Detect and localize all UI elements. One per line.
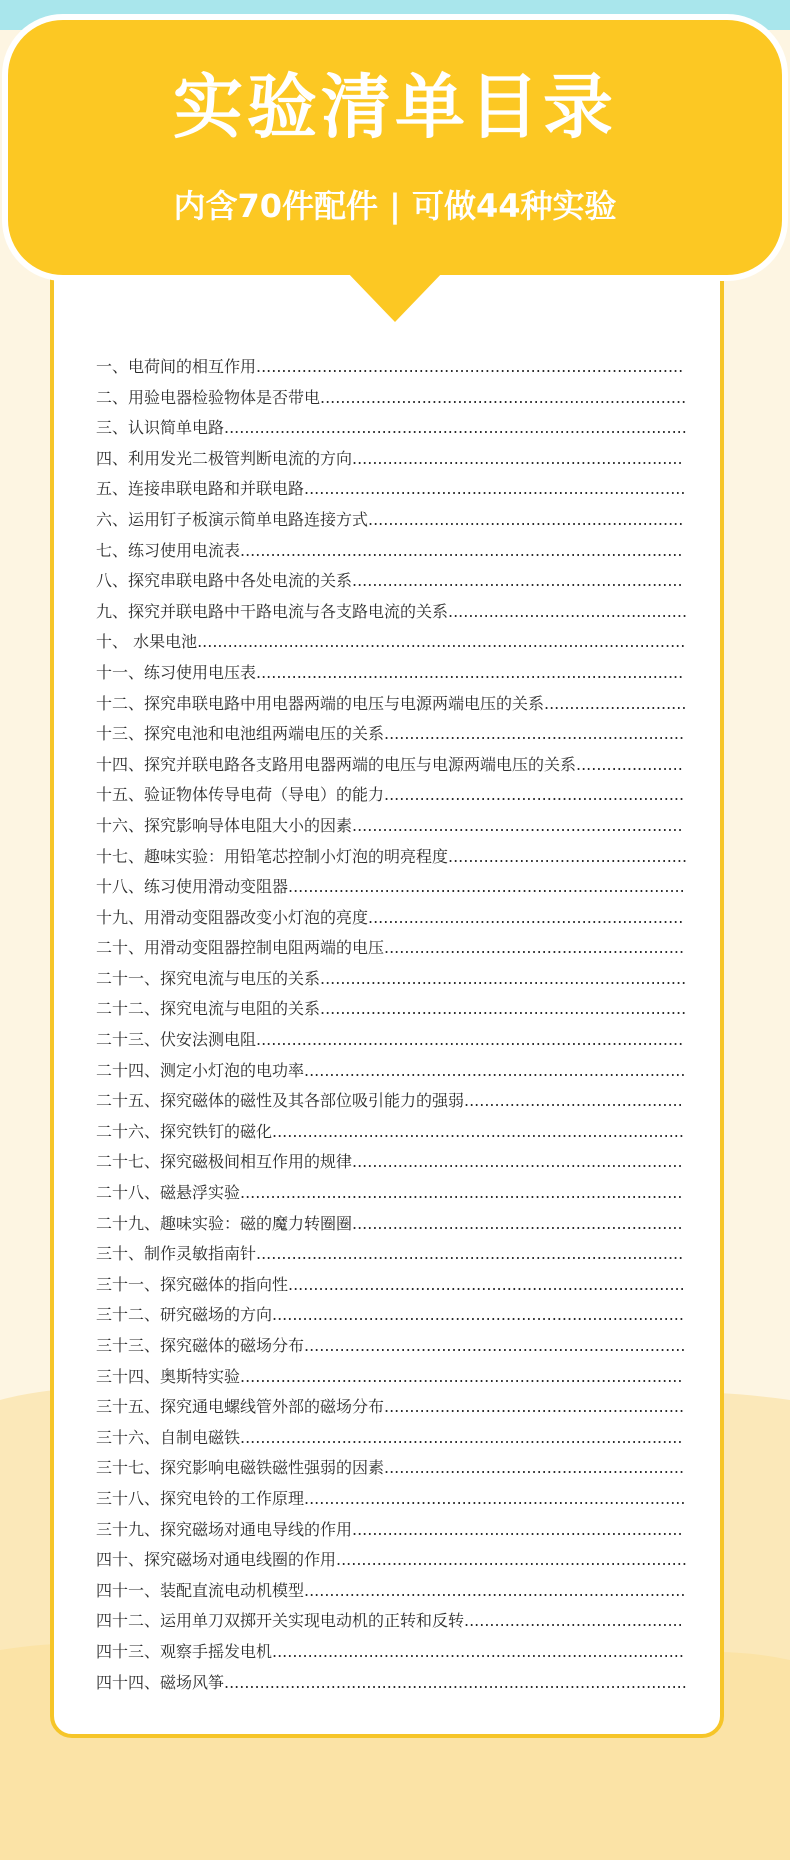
experiment-list-item: 十四、探究并联电路各支路用电器两端的电压与电源两端电压的关系.....................	[96, 754, 683, 774]
experiment-list-item: 二十九、趣味实验：磁的魔力转圈圈.................................................................	[96, 1213, 683, 1233]
experiment-list-item: 四十、探究磁场对通电线圈的作用.....................................................................	[96, 1550, 687, 1570]
experiment-list-item: 十五、验证物体传导电荷（导电）的能力...........................................................	[96, 785, 685, 805]
experiment-list-item: 三、认识简单电路...........................................................................................	[96, 418, 687, 438]
experiment-list-item: 七、练习使用电流表.......................................................................................	[96, 540, 683, 560]
experiment-list-item: 二十、用滑动变阻器控制电阻两端的电压...........................................................	[96, 938, 685, 958]
experiment-list-item: 九、探究并联电路中干路电流与各支路电流的关系...............................................	[96, 601, 688, 621]
experiment-list-item: 四十四、磁场风筝...........................................................................................	[96, 1672, 687, 1692]
experiment-list-item: 二十四、测定小灯泡的电功率...........................................................................	[96, 1060, 686, 1080]
experiment-list-item: 四、利用发光二极管判断电流的方向.................................................................	[96, 448, 683, 468]
page-title: 实验清单目录	[173, 66, 617, 148]
experiment-list-item: 三十二、研究磁场的方向.................................................................................	[96, 1305, 684, 1325]
experiment-list-item: 三十一、探究磁体的指向性..............................................................................	[96, 1274, 685, 1294]
experiment-list-item: 六、运用钉子板演示简单电路连接方式..............................................................	[96, 509, 684, 529]
experiment-list-item: 十、 水果电池................................................................................................	[96, 632, 686, 652]
experiment-list-item: 十九、用滑动变阻器改变小灯泡的亮度..............................................................	[96, 907, 684, 927]
page-subtitle: 内含70件配件 | 可做44种实验	[173, 187, 617, 225]
banner-pointer-arrow	[345, 270, 445, 322]
experiment-list	[96, 352, 690, 1698]
experiment-list-item: 八、探究串联电路中各处电流的关系.................................................................	[96, 571, 683, 591]
experiment-list-item: 二十八、磁悬浮实验.......................................................................................	[96, 1183, 683, 1203]
experiment-list-item: 二十五、探究磁体的磁性及其各部位吸引能力的强弱...........................................	[96, 1091, 683, 1111]
experiment-list-item: 三十五、探究通电螺线管外部的磁场分布...........................................................	[96, 1397, 685, 1417]
experiment-list-item: 四十一、装配直流电动机模型...........................................................................	[96, 1580, 686, 1600]
experiment-list-item: 二十一、探究电流与电压的关系........................................................................	[96, 968, 687, 988]
experiment-list-item: 三十七、探究影响电磁铁磁性强弱的因素...........................................................	[96, 1458, 685, 1478]
header-banner	[8, 20, 782, 275]
experiment-list-item: 三十九、探究磁场对通电导线的作用.................................................................	[96, 1519, 683, 1539]
experiment-list-item: 二十二、探究电流与电阻的关系........................................................................	[96, 999, 687, 1019]
experiment-list-item: 十七、趣味实验：用铅笔芯控制小灯泡的明亮程度...............................................	[96, 846, 688, 866]
experiment-list-item: 十六、探究影响导体电阻大小的因素.................................................................	[96, 815, 683, 835]
experiment-list-item: 二十七、探究磁极间相互作用的规律.................................................................	[96, 1152, 683, 1172]
experiment-list-item: 五、连接串联电路和并联电路...........................................................................	[96, 479, 686, 499]
experiment-list-item: 十八、练习使用滑动变阻器..............................................................................	[96, 877, 685, 897]
experiment-list-item: 四十三、观察手摇发电机.................................................................................	[96, 1641, 684, 1661]
experiment-list-item: 三十八、探究电铃的工作原理...........................................................................	[96, 1488, 686, 1508]
experiment-list-item: 三十三、探究磁体的磁场分布...........................................................................	[96, 1336, 686, 1355]
experiment-list-card	[50, 220, 724, 1738]
experiment-list-item: 一、电荷间的相互作用....................................................................................	[96, 357, 684, 376]
experiment-list-item: 二十六、探究铁钉的磁化.................................................................................	[96, 1121, 684, 1141]
experiment-list-item: 二十三、伏安法测电阻....................................................................................	[96, 1030, 684, 1050]
experiment-list-item: 二、用验电器检验物体是否带电........................................................................	[96, 387, 687, 407]
experiment-list-item: 三十四、奥斯特实验.......................................................................................	[96, 1366, 683, 1386]
experiment-list-item: 三十六、自制电磁铁.......................................................................................	[96, 1427, 683, 1447]
experiment-list-item: 十一、练习使用电压表....................................................................................	[96, 662, 684, 682]
experiment-list-item: 三十、制作灵敏指南针....................................................................................	[96, 1244, 684, 1264]
experiment-list-item: 四十二、运用单刀双掷开关实现电动机的正转和反转...........................................	[96, 1611, 683, 1631]
experiment-list-item: 十二、探究串联电路中用电器两端的电压与电源两端电压的关系............................	[96, 693, 687, 713]
experiment-list-item: 十三、探究电池和电池组两端电压的关系...........................................................	[96, 724, 685, 744]
